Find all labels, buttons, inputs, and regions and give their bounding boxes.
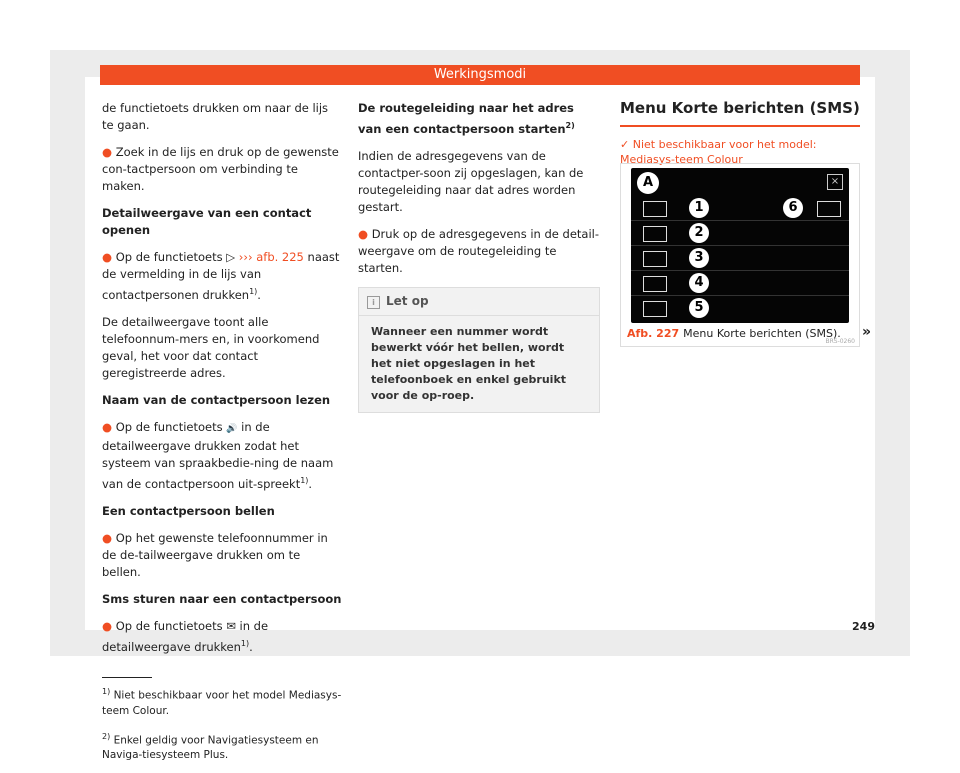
bullet-icon: ● — [102, 419, 116, 434]
bullet-icon: ● — [102, 618, 116, 633]
section-header: Werkingsmodi — [100, 65, 860, 85]
subheading: De routegeleiding naar het adres van een contactpersoon starten$^{2)}$ — [358, 101, 575, 136]
paragraph: De detailweergave toont alle telefoonnum-mers en, in voorkomend geval, het voor dat contact geregistreerde adres. — [102, 314, 320, 380]
menu-row — [631, 221, 849, 246]
note-header: i Let op — [359, 288, 599, 316]
menu-row — [631, 196, 849, 221]
column-middle — [358, 100, 600, 413]
callout-number: 2 — [689, 223, 709, 243]
section-title: Menu Korte berichten (SMS) — [620, 100, 860, 127]
bullet-icon: ● — [102, 145, 116, 159]
column-right — [620, 100, 860, 167]
paragraph: de functietoets drukken om naar de lijs te gaan. — [102, 101, 329, 132]
envelope-icon — [643, 201, 667, 217]
envelope-icon — [643, 301, 667, 317]
callout-number: 4 — [689, 273, 709, 293]
check-icon: ✓ — [620, 138, 630, 151]
info-icon: i — [367, 296, 380, 309]
callout-number: 3 — [689, 248, 709, 268]
availability-note: ✓ Niet beschikbaar voor het model: Mediasys-teem Colour — [620, 138, 817, 166]
column-left — [102, 100, 342, 773]
speaker-icon: 🔊 — [226, 423, 238, 434]
figure-code: BRS-0260 — [825, 338, 855, 345]
bullet-item: ● Op het gewenste telefoonnummer in de de-tailweergave drukken om te bellen. — [102, 530, 328, 579]
footnote: $^{2)}$ Enkel geldig voor Navigatiesysteem en Naviga-tiesysteem Plus. — [102, 731, 319, 762]
bullet-item: ● Op de functietoets 🔊 in de detailweergave drukken zodat het systeem van spraakbedie-ning de naam van de contactpersoon uit-spreekt$^{1)}$. — [102, 419, 334, 491]
figure-link[interactable]: ››› afb. 225 — [238, 250, 304, 264]
continue-icon: » — [862, 324, 872, 340]
menu-row — [631, 296, 849, 320]
bullet-item: ● Op de functietoets ▷ ››› afb. 225 naast de vermelding in de lijs van contactpersonen drukken$^{1)}$. — [102, 250, 340, 302]
envelope-icon: ✉ — [226, 618, 236, 633]
envelope-list-icon — [817, 201, 841, 217]
bullet-icon: ● — [102, 250, 116, 264]
menu-row — [631, 271, 849, 296]
callout-number: 1 — [689, 198, 709, 218]
close-icon: × — [827, 174, 843, 190]
paragraph: Indien de adresgegevens van de contactper-soon zij opgeslagen, kan de routegeleiding naar dat adres worden gestart. — [358, 148, 584, 214]
footnote-divider — [102, 677, 152, 678]
page-number: 249 — [852, 620, 875, 633]
bullet-item: ● Druk op de adresgegevens in de detail-weergave om de routegeleiding te starten. — [358, 226, 600, 275]
callout-number: 6 — [783, 198, 803, 218]
bullet-item: ● Op de functietoets ✉ in de detailweergave drukken$^{1)}$. — [102, 618, 269, 654]
envelope-icon — [643, 251, 667, 267]
envelope-icon — [643, 226, 667, 242]
callout-number: 5 — [689, 298, 709, 318]
screen-mockup — [631, 168, 849, 323]
bullet-icon: ● — [102, 530, 116, 545]
subheading: Een contactpersoon bellen — [102, 503, 275, 518]
bullet-icon: ● — [358, 226, 372, 241]
play-icon: ▷ — [226, 250, 236, 264]
callout-a: A — [637, 172, 659, 194]
bullet-item: ● Zoek in de lijs en druk op de gewenste con-tactpersoon om verbinding te maken. — [102, 145, 339, 193]
envelope-icon — [643, 276, 667, 292]
note-body: Wanneer een nummer wordt bewerkt vóór het bellen, wordt het niet opgeslagen in het telefoonboek en enkel gebruikt voor de op-roep. — [371, 324, 567, 402]
footnote: $^{1)}$ Niet beschikbaar voor het model Mediasys-teem Colour. — [102, 687, 342, 717]
subheading: Sms sturen naar een contactpersoon — [102, 591, 342, 606]
menu-row — [631, 246, 849, 271]
note-box — [358, 287, 600, 413]
subheading: Detailweergave van een contact openen — [102, 206, 312, 237]
figure-caption: Afb. 227 Menu Korte berichten (SMS). — [627, 327, 841, 340]
figure-sms-menu — [620, 163, 860, 347]
subheading: Naam van de contactpersoon lezen — [102, 392, 331, 407]
